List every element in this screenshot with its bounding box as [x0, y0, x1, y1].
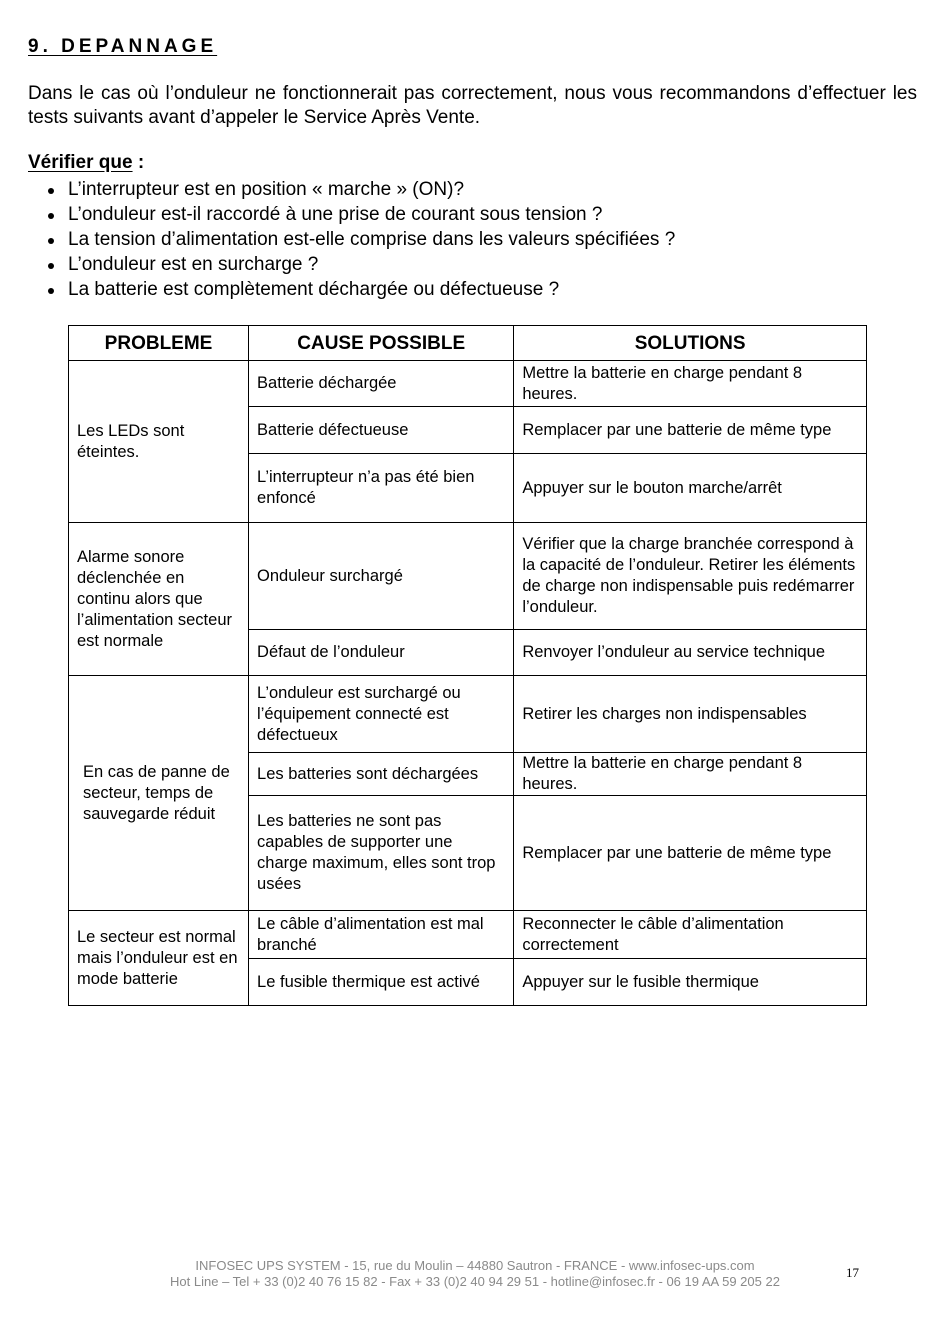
checklist-item-text: La tension d’alimentation est-elle comprise dans les valeurs spécifiées ?: [68, 229, 676, 250]
bullet-icon: [48, 238, 54, 244]
cause-cell: Les batteries sont déchargées: [249, 753, 514, 796]
cause-cell: Batterie défectueuse: [249, 407, 514, 454]
solution-cell: Reconnecter le câble d’alimentation correctement: [514, 911, 867, 959]
problem-cell: En cas de panne de secteur, temps de sauvegarde réduit: [69, 676, 249, 911]
cause-cell: Le fusible thermique est activé: [249, 959, 514, 1006]
page-footer: [0, 1258, 950, 1290]
section-title: 9. DEPANNAGE: [28, 36, 218, 57]
checklist-item: [28, 177, 675, 202]
footer-contact: Hot Line – Tel + 33 (0)2 40 76 15 82 - Fax + 33 (0)2 40 94 29 51 - hotline@infosec.fr - 06 19 AA 59 205 22: [170, 1274, 780, 1289]
bullet-icon: [48, 288, 54, 294]
solution-cell: Mettre la batterie en charge pendant 8 heures.: [514, 361, 867, 407]
footer-address: INFOSEC UPS SYSTEM - 15, rue du Moulin – 44880 Sautron - FRANCE - www.infosec-ups.com: [195, 1258, 755, 1273]
table-header-row: [69, 326, 867, 361]
cause-cell: Les batteries ne sont pas capables de supporter une charge maximum, elles sont trop usées: [249, 796, 514, 911]
table-row: [69, 911, 867, 959]
solution-cell: Remplacer par une batterie de même type: [514, 407, 867, 454]
checklist-item: [28, 227, 675, 252]
problem-cell: Les LEDs sont éteintes.: [69, 361, 249, 523]
header-solutions: SOLUTIONS: [514, 326, 867, 361]
bullet-icon: [48, 213, 54, 219]
checklist-item-text: L’onduleur est en surcharge ?: [68, 254, 319, 275]
cause-cell: Le câble d’alimentation est mal branché: [249, 911, 514, 959]
checklist-item: [28, 202, 675, 227]
checklist-item: [28, 277, 675, 302]
problem-cell: Alarme sonore déclenchée en continu alors que l’alimentation secteur est normale: [69, 523, 249, 676]
solution-cell: Renvoyer l’onduleur au service technique: [514, 630, 867, 676]
problem-cell: Le secteur est normal mais l’onduleur est en mode batterie: [69, 911, 249, 1006]
cause-cell: Batterie déchargée: [249, 361, 514, 407]
table-row: [69, 523, 867, 630]
checklist-item-text: L’interrupteur est en position « marche » (ON)?: [68, 179, 465, 200]
troubleshooting-table: [68, 325, 867, 1006]
table-row: [69, 676, 867, 753]
checklist-heading-colon: :: [132, 152, 145, 173]
checklist-item-text: La batterie est complètement déchargée ou défectueuse ?: [68, 279, 560, 300]
solution-cell: Mettre la batterie en charge pendant 8 heures.: [514, 753, 867, 796]
table-row: [69, 361, 867, 407]
checklist-heading-label: Vérifier que: [28, 152, 133, 173]
checklist-item-text: L’onduleur est-il raccordé à une prise de courant sous tension ?: [68, 204, 603, 225]
checklist-item: [28, 252, 675, 277]
solution-cell: Appuyer sur le fusible thermique: [514, 959, 867, 1006]
checklist-heading: [28, 152, 144, 174]
header-cause: CAUSE POSSIBLE: [249, 326, 514, 361]
bullet-icon: [48, 188, 54, 194]
solution-cell: Appuyer sur le bouton marche/arrêt: [514, 454, 867, 523]
bullet-icon: [48, 263, 54, 269]
cause-cell: L’onduleur est surchargé ou l’équipement connecté est défectueux: [249, 676, 514, 753]
solution-cell: Remplacer par une batterie de même type: [514, 796, 867, 911]
solution-cell: Vérifier que la charge branchée correspond à la capacité de l’onduleur. Retirer les éléments de charge non indispensable puis redémarrer l’onduleur.: [514, 523, 867, 630]
checklist: [28, 177, 675, 302]
page-number: 17: [846, 1265, 859, 1280]
cause-cell: Défaut de l’onduleur: [249, 630, 514, 676]
cause-cell: L’interrupteur n’a pas été bien enfoncé: [249, 454, 514, 523]
header-problem: PROBLEME: [69, 326, 249, 361]
cause-cell: Onduleur surchargé: [249, 523, 514, 630]
intro-paragraph: Dans le cas où l’onduleur ne fonctionnerait pas correctement, nous vous recommandons d’effectuer les tests suivants avant d’appeler le Service Après Vente.: [28, 83, 917, 128]
solution-cell: Retirer les charges non indispensables: [514, 676, 867, 753]
